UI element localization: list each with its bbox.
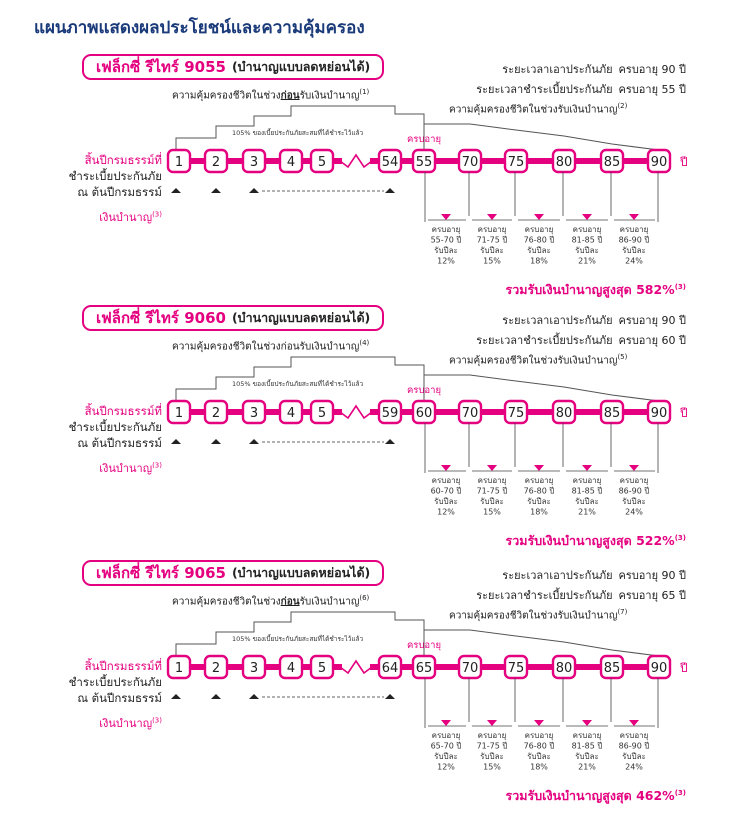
year-number: 2 xyxy=(211,155,221,170)
pension-band-text: รับปีละ xyxy=(434,246,458,255)
pension-band-text: 86-90 ปี xyxy=(618,741,650,751)
pension-band-text: รับปีละ xyxy=(434,752,458,761)
year-number: 90 xyxy=(650,155,668,170)
pension-label: เงินบำนาญ$^{(3)}$ xyxy=(99,210,162,224)
pension-band-text: ครบอายุ xyxy=(524,225,554,234)
pension-band-text: 60-70 ปี xyxy=(430,486,462,496)
plan-name: เฟล็กซี่ รีไทร์ 9055 xyxy=(96,58,226,76)
timeline-diagram xyxy=(0,560,742,810)
year-number: 75 xyxy=(507,406,525,421)
year-number: 80 xyxy=(555,661,573,676)
payment-marker xyxy=(211,694,221,699)
pension-marker xyxy=(441,214,451,220)
year-number: 70 xyxy=(461,661,479,676)
pension-band-text: 71-75 ปี xyxy=(476,741,508,751)
pension-band-text: ครบอายุ xyxy=(619,476,649,485)
pension-band-text: 86-90 ปี xyxy=(618,486,650,496)
after-pension-coverage: ความคุ้มครองชีวิตในช่วงรับเงินบำนาญ$^{(2)}$ xyxy=(449,102,628,116)
pension-band-text: 55-70 ปี xyxy=(430,235,462,245)
pension-marker xyxy=(629,720,639,726)
year-number: 85 xyxy=(603,155,621,170)
pension-band-text: รับปีละ xyxy=(434,497,458,506)
payment-period: ระยะเวลาชำระเบี้ยประกันภัย ครบอายุ 65 ปี xyxy=(476,589,686,602)
pension-band-text: ครบอายุ xyxy=(619,225,649,234)
plan-name: เฟล็กซี่ รีไทร์ 9060 xyxy=(96,309,226,327)
pension-band-text: ครบอายุ xyxy=(431,476,461,485)
pension-band-text: รับปีละ xyxy=(480,497,504,506)
pension-marker xyxy=(582,720,592,726)
pension-band-text: 65-70 ปี xyxy=(430,741,462,751)
year-number: 2 xyxy=(211,406,221,421)
payment-marker xyxy=(211,439,221,444)
pension-band-text: รับปีละ xyxy=(575,246,599,255)
payment-marker xyxy=(385,439,395,444)
pension-band-text: รับปีละ xyxy=(622,246,646,255)
pension-band-text: 81-85 ปี xyxy=(571,235,603,245)
year-number: 4 xyxy=(286,661,296,676)
pension-band-text: 24% xyxy=(625,507,643,517)
policy-year-label: สิ้นปีกรมธรรม์ที่ ชำระเบี้ยประกันภัย ณ ต้นปีกรมธรรม์ xyxy=(68,153,162,199)
year-number: 3 xyxy=(249,661,259,676)
total-pension: รวมรับเงินบำนาญสูงสุด 522%$^{(3)}$ xyxy=(505,533,686,548)
year-number: 70 xyxy=(461,155,479,170)
pension-band-text: 21% xyxy=(578,762,596,772)
pension-band-text: ครบอายุ xyxy=(572,225,602,234)
pension-band-text: ครบอายุ xyxy=(524,476,554,485)
pension-band-text: ครบอายุ xyxy=(572,731,602,740)
pension-band-text: ครบอายุ xyxy=(524,731,554,740)
before-pension-coverage: ความคุ้มครองชีวิตในช่วงก่อนรับเงินบำนาญ$^{(4)}$ xyxy=(172,339,370,353)
payment-marker xyxy=(385,694,395,699)
payment-marker xyxy=(211,188,221,193)
pension-band-text: 76-80 ปี xyxy=(523,235,555,245)
year-number: 85 xyxy=(603,661,621,676)
pension-band-text: รับปีละ xyxy=(480,752,504,761)
year-number: 3 xyxy=(249,155,259,170)
pension-marker xyxy=(582,465,592,471)
year-number: 54 xyxy=(381,155,399,170)
before-pension-coverage: ความคุ้มครองชีวิตในช่วงก่อนรับเงินบำนาญ$^{(1)}$ xyxy=(172,88,370,102)
pension-marker xyxy=(441,720,451,726)
year-number: 3 xyxy=(249,406,259,421)
pension-marker xyxy=(582,214,592,220)
year-number: 5 xyxy=(317,661,327,676)
pension-label: เงินบำนาญ$^{(3)}$ xyxy=(99,716,162,730)
at-age-label: ครบอายุ xyxy=(406,640,442,651)
pension-marker xyxy=(441,465,451,471)
total-pension: รวมรับเงินบำนาญสูงสุด 462%$^{(3)}$ xyxy=(505,788,686,803)
year-number: 1 xyxy=(174,406,184,421)
year-number: 85 xyxy=(603,406,621,421)
coverage-period: ระยะเวลาเอาประกันภัย ครบอายุ 90 ปี xyxy=(502,63,686,76)
premium-return-note: 105% ของเบี้ยประกันภัยสะสมที่ได้ชำระไว้แล้ว xyxy=(232,129,364,137)
pension-band-text: 21% xyxy=(578,507,596,517)
payment-marker xyxy=(171,188,181,193)
pension-marker xyxy=(487,465,497,471)
plan-type: (บำนาญแบบลดหย่อนได้) xyxy=(231,310,371,325)
total-pension: รวมรับเงินบำนาญสูงสุด 582%$^{(3)}$ xyxy=(505,282,686,297)
payment-marker xyxy=(171,439,181,444)
plan-type: (บำนาญแบบลดหย่อนได้) xyxy=(231,59,371,74)
pension-band-text: รับปีละ xyxy=(527,246,551,255)
pension-band-text: 71-75 ปี xyxy=(476,235,508,245)
pension-band-text: ครบอายุ xyxy=(431,225,461,234)
pension-band-text: 15% xyxy=(483,507,501,517)
pension-band-text: รับปีละ xyxy=(622,497,646,506)
year-number: 75 xyxy=(507,661,525,676)
year-unit: ปี xyxy=(680,661,688,675)
coverage-period: ระยะเวลาเอาประกันภัย ครบอายุ 90 ปี xyxy=(502,569,686,582)
after-pension-coverage: ความคุ้มครองชีวิตในช่วงรับเงินบำนาญ$^{(7)}$ xyxy=(449,608,628,622)
policy-year-label: สิ้นปีกรมธรรม์ที่ ชำระเบี้ยประกันภัย ณ ต้นปีกรมธรรม์ xyxy=(68,404,162,450)
pension-band-text: 76-80 ปี xyxy=(523,741,555,751)
year-number: 1 xyxy=(174,155,184,170)
year-number: 60 xyxy=(415,406,433,421)
pension-marker xyxy=(629,214,639,220)
plan-panel xyxy=(0,305,742,573)
pension-band-text: ครบอายุ xyxy=(619,731,649,740)
year-unit: ปี xyxy=(680,155,688,169)
pension-marker xyxy=(534,465,544,471)
year-number: 5 xyxy=(317,155,327,170)
year-unit: ปี xyxy=(680,406,688,420)
payment-marker xyxy=(249,694,259,699)
year-number: 55 xyxy=(415,155,433,170)
pension-band-text: 12% xyxy=(437,507,455,517)
timeline-diagram xyxy=(0,305,742,555)
year-number: 80 xyxy=(555,155,573,170)
pension-marker xyxy=(534,214,544,220)
pension-band-text: รับปีละ xyxy=(622,752,646,761)
year-number: 2 xyxy=(211,661,221,676)
pension-band-text: 71-75 ปี xyxy=(476,486,508,496)
year-number: 5 xyxy=(317,406,327,421)
year-number: 70 xyxy=(461,406,479,421)
premium-return-note: 105% ของเบี้ยประกันภัยสะสมที่ได้ชำระไว้แล้ว xyxy=(232,635,364,643)
year-number: 1 xyxy=(174,661,184,676)
page-title: แผนภาพแสดงผลประโยชน์และความคุ้มครอง xyxy=(34,18,365,38)
pension-band-text: ครบอายุ xyxy=(572,476,602,485)
pension-band-text: รับปีละ xyxy=(575,752,599,761)
pension-band-text: รับปีละ xyxy=(527,497,551,506)
plan-name: เฟล็กซี่ รีไทร์ 9065 xyxy=(96,564,226,582)
pension-band-text: รับปีละ xyxy=(575,497,599,506)
pension-band-text: ครบอายุ xyxy=(477,225,507,234)
pension-band-text: 76-80 ปี xyxy=(523,486,555,496)
pension-band-text: 24% xyxy=(625,762,643,772)
pension-label: เงินบำนาญ$^{(3)}$ xyxy=(99,461,162,475)
pension-band-text: 12% xyxy=(437,256,455,266)
at-age-label: ครบอายุ xyxy=(406,134,442,145)
year-number: 90 xyxy=(650,661,668,676)
pension-band-text: 21% xyxy=(578,256,596,266)
pension-band-text: 15% xyxy=(483,256,501,266)
payment-period: ระยะเวลาชำระเบี้ยประกันภัย ครบอายุ 60 ปี xyxy=(476,334,686,347)
pension-marker xyxy=(629,465,639,471)
plan-type: (บำนาญแบบลดหย่อนได้) xyxy=(231,565,371,580)
policy-year-label: สิ้นปีกรมธรรม์ที่ ชำระเบี้ยประกันภัย ณ ต้นปีกรมธรรม์ xyxy=(68,659,162,705)
pension-band-text: รับปีละ xyxy=(480,246,504,255)
coverage-period: ระยะเวลาเอาประกันภัย ครบอายุ 90 ปี xyxy=(502,314,686,327)
pension-band-text: 18% xyxy=(530,256,548,266)
year-number: 4 xyxy=(286,406,296,421)
year-number: 80 xyxy=(555,406,573,421)
payment-marker xyxy=(171,694,181,699)
plan-panel xyxy=(0,560,742,828)
year-number: 64 xyxy=(381,661,399,676)
pension-band-text: รับปีละ xyxy=(527,752,551,761)
payment-period: ระยะเวลาชำระเบี้ยประกันภัย ครบอายุ 55 ปี xyxy=(476,83,686,96)
before-pension-coverage: ความคุ้มครองชีวิตในช่วงก่อนรับเงินบำนาญ$^{(6)}$ xyxy=(172,594,370,608)
timeline-diagram xyxy=(0,54,742,304)
at-age-label: ครบอายุ xyxy=(406,385,442,396)
year-number: 65 xyxy=(415,661,433,676)
year-number: 75 xyxy=(507,155,525,170)
pension-band-text: 81-85 ปี xyxy=(571,486,603,496)
pension-band-text: 15% xyxy=(483,762,501,772)
pension-band-text: 86-90 ปี xyxy=(618,235,650,245)
payment-marker xyxy=(385,188,395,193)
after-pension-coverage: ความคุ้มครองชีวิตในช่วงรับเงินบำนาญ$^{(5)}$ xyxy=(449,353,628,367)
pension-band-text: ครบอายุ xyxy=(477,476,507,485)
premium-return-note: 105% ของเบี้ยประกันภัยสะสมที่ได้ชำระไว้แล้ว xyxy=(232,380,364,388)
pension-band-text: 81-85 ปี xyxy=(571,741,603,751)
year-number: 90 xyxy=(650,406,668,421)
pension-band-text: ครบอายุ xyxy=(477,731,507,740)
pension-band-text: 24% xyxy=(625,256,643,266)
plan-panel xyxy=(0,54,742,322)
pension-marker xyxy=(534,720,544,726)
pension-band-text: 18% xyxy=(530,507,548,517)
pension-band-text: ครบอายุ xyxy=(431,731,461,740)
payment-marker xyxy=(249,439,259,444)
pension-marker xyxy=(487,720,497,726)
year-number: 59 xyxy=(381,406,399,421)
pension-band-text: 12% xyxy=(437,762,455,772)
pension-marker xyxy=(487,214,497,220)
year-number: 4 xyxy=(286,155,296,170)
payment-marker xyxy=(249,188,259,193)
pension-band-text: 18% xyxy=(530,762,548,772)
